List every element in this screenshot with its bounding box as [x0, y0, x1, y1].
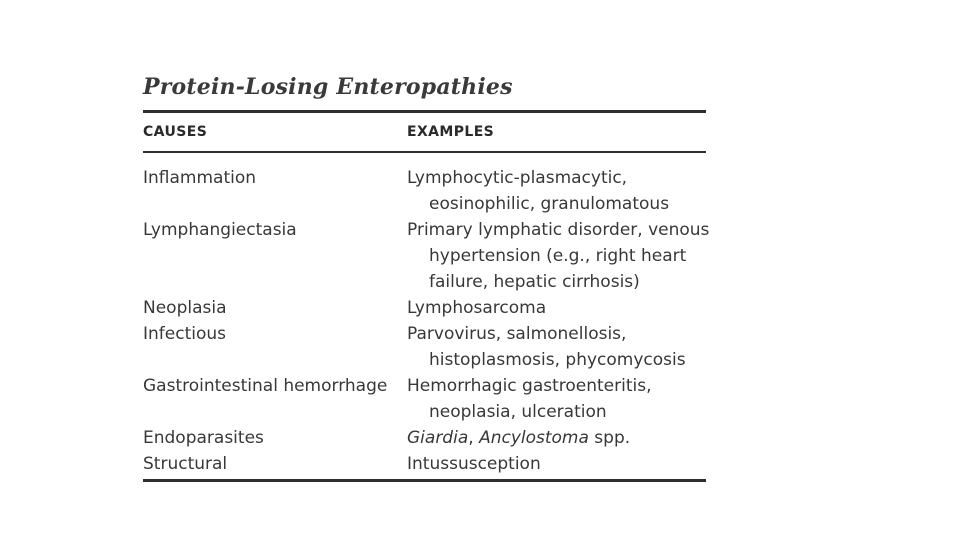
header-causes: CAUSES	[143, 124, 208, 140]
genus-giardia: Giardia	[407, 428, 469, 448]
example-cell	[407, 373, 706, 425]
table-title: Protein-Losing Enteropathies	[143, 74, 513, 100]
example-line: failure, hepatic cirrhosis)	[429, 272, 640, 292]
example-line: Lymphocytic-plasmacytic,	[407, 168, 628, 188]
example-line: neoplasia, ulceration	[429, 402, 607, 422]
table-panel	[143, 64, 710, 482]
cause-cell: Neoplasia	[143, 298, 227, 318]
cause-cell: Inflammation	[143, 168, 257, 188]
table-header	[143, 113, 706, 151]
example-line: Parvovirus, salmonellosis,	[407, 324, 627, 344]
header-examples: EXAMPLES	[407, 124, 495, 140]
example-cell	[407, 321, 706, 373]
table-row	[143, 373, 706, 425]
example-cell	[407, 295, 706, 321]
example-line: eosinophilic, granulomatous	[429, 194, 670, 214]
separator-text: ,	[468, 428, 480, 448]
table-row	[143, 217, 710, 295]
table-row	[143, 321, 706, 373]
cause-cell: Infectious	[143, 324, 226, 344]
example-line: Primary lymphatic disorder, venous	[407, 220, 710, 240]
table-body	[143, 153, 710, 479]
bottom-rule	[143, 479, 706, 482]
cause-cell: Gastrointestinal hemorrhage	[143, 376, 388, 396]
example-cell	[407, 217, 709, 295]
example-line: histoplasmosis, phycomycosis	[429, 350, 686, 370]
example-line: hypertension (e.g., right heart	[429, 246, 687, 266]
table-row	[143, 425, 706, 451]
example-line: Intussusception	[407, 454, 541, 474]
example-line: Lymphosarcoma	[407, 298, 547, 318]
example-cell	[407, 165, 706, 217]
table-row	[143, 295, 706, 321]
table-row	[143, 165, 706, 217]
genus-ancylostoma: Ancylostoma	[479, 428, 589, 448]
cause-cell: Endoparasites	[143, 428, 264, 448]
example-cell	[407, 425, 706, 451]
example-line: Hemorrhagic gastroenteritis,	[407, 376, 652, 396]
cause-cell: Lymphangiectasia	[143, 220, 297, 240]
spp-text: spp.	[588, 428, 631, 448]
example-line	[407, 425, 706, 451]
table-row	[143, 451, 706, 477]
cause-cell: Structural	[143, 454, 228, 474]
example-cell	[407, 451, 706, 477]
